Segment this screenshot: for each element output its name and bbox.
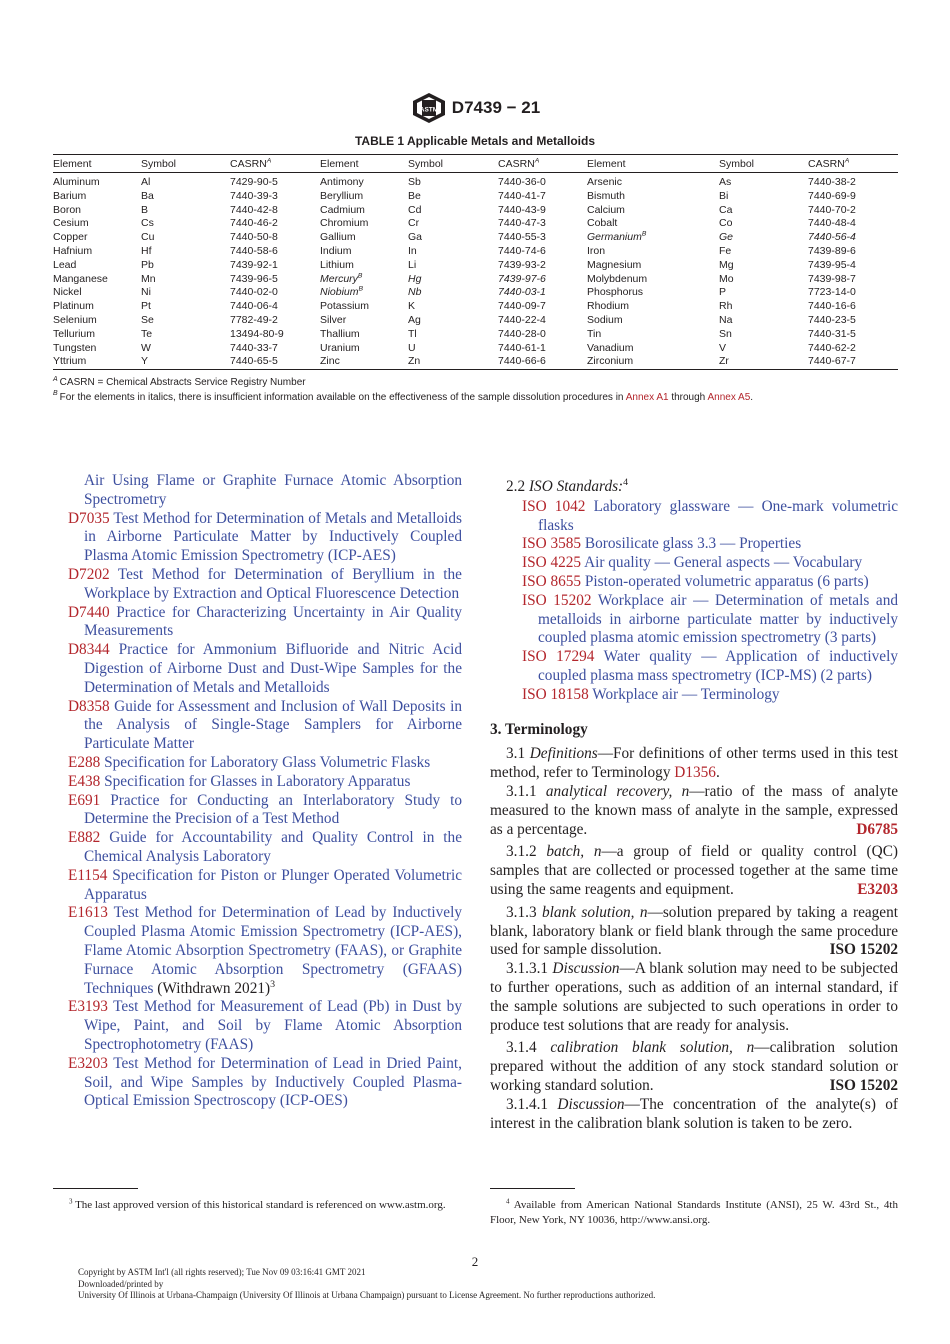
table-cell: Selenium — [53, 313, 97, 326]
table-cell: 7440-47-3 — [498, 217, 546, 230]
table-cell: Pt — [141, 300, 151, 313]
iso-code-link[interactable]: ISO 18158 — [522, 685, 589, 703]
table-cell: 7440-65-5 — [230, 355, 320, 369]
reference-item — [68, 829, 462, 867]
d1356-link[interactable]: D1356 — [674, 764, 716, 782]
table-row — [53, 286, 898, 300]
iso-standard-item — [506, 648, 898, 686]
table-cell: Gallium — [320, 231, 356, 244]
table-cell: 7439-92-1 — [230, 258, 278, 271]
page-header — [0, 92, 950, 124]
table-cell: Al — [141, 176, 151, 188]
iso-code-link[interactable]: ISO 1042 — [522, 497, 586, 515]
table-cell: Arsenic — [587, 176, 623, 188]
reference-code-link[interactable]: E3203 — [68, 1054, 108, 1072]
table-column-header: Symbol — [141, 155, 230, 173]
reference-title-link[interactable]: Test Method for Measurement of Lead (Pb) in Dust by Wipe, Paint, and Soil by Flame Atomic Absorption Spectrophotometry (FAAS) — [84, 998, 462, 1053]
iso-standards-heading: 2.2 ISO Standards:$^4$ — [506, 476, 629, 495]
table-cell: Niobium$^B$ — [320, 285, 364, 299]
source-d6785-link[interactable]: D6785 — [856, 820, 898, 838]
table-cell: Ba — [141, 189, 154, 202]
table-cell: 7440-43-9 — [498, 203, 546, 216]
table-cell: 7440-62-2 — [808, 341, 856, 354]
table-column-header: Symbol — [408, 155, 498, 173]
table-cell: P — [719, 286, 727, 299]
reference-title-link[interactable]: Guide for Accountability and Quality Control in the Chemical Analysis Laboratory — [84, 829, 462, 865]
table-cell: 7440-42-8 — [230, 203, 278, 216]
table-cell: 7440-28-0 — [498, 327, 546, 340]
table-cell: 7439-89-6 — [808, 244, 856, 257]
table-cell: Iron — [587, 244, 606, 257]
table-column-header: Element — [53, 155, 141, 173]
iso-standard-item — [506, 592, 898, 648]
reference-code-link[interactable]: D7202 — [68, 565, 110, 583]
reference-item — [68, 792, 462, 830]
table-note-b: $^B$ For the elements in italics, there is insufficient information available on the effectiveness of the sample dissolution procedures in Annex A1 through Annex A5. — [53, 390, 754, 403]
reference-item — [68, 641, 462, 697]
table-cell: 7440-67-7 — [808, 355, 898, 369]
table-row — [53, 355, 898, 369]
table-column-header: $CASRN^A$ — [808, 155, 898, 173]
table-notes — [53, 376, 913, 405]
page-number: 2 — [471, 1254, 479, 1269]
table-cell: 7440-02-0 — [230, 286, 278, 299]
table-cell: Sb — [408, 176, 421, 188]
table-cell: Lithium — [320, 258, 354, 271]
table-cell: 7440-55-3 — [498, 231, 546, 244]
metals-table — [53, 154, 898, 370]
iso-title-link[interactable]: Borosilicate glass 3.3 — Properties — [584, 535, 802, 553]
reference-item — [68, 472, 462, 510]
table-cell: 7440-41-7 — [498, 189, 546, 202]
reference-item — [68, 566, 462, 604]
table-cell: 7440-66-6 — [498, 355, 587, 369]
table-cell: Zn — [408, 355, 498, 369]
table-cell: 7439-95-4 — [808, 258, 856, 271]
table-cell: Nickel — [53, 286, 82, 299]
footnote-3: $^3$ The last approved version of this historical standard is referenced on www.astm.org. — [69, 1197, 446, 1211]
source-e3203-link[interactable]: E3203 — [857, 880, 898, 898]
table-note-a: $^A$ CASRN = Chemical Abstracts Service Registry Number — [53, 375, 306, 388]
table-column-header: Element — [320, 155, 408, 173]
table-cell: 7440-48-4 — [808, 217, 856, 230]
table-cell: Be — [408, 189, 421, 202]
iso-title-link[interactable]: Air quality — General aspects — Vocabulary — [584, 554, 863, 572]
reference-title-link[interactable]: Specification for Piston or Plunger Operated Volumetric Apparatus — [84, 866, 463, 903]
iso-standard-item — [506, 686, 898, 705]
reference-title-link[interactable]: Test Method for Determination of Lead in Dried Paint, Soil, and Wipe Samples by Inductively Coupled Plasma-Optical Emission Spectroscopy (ICP-OES) — [84, 1054, 462, 1110]
footnote-rule-left — [53, 1188, 138, 1189]
table-cell: Bi — [719, 189, 729, 202]
copyright-notice: Copyright by ASTM Int'l (all rights reserved); Tue Nov 09 03:16:41 GMT 2021 Downloaded/printed by University Of Illinois at Urbana-Champaign (University Of Illinois at Urbana Champaign) pursuant to License Agreement. No further reproductions authorized. — [78, 1267, 656, 1300]
table-cell: Hafnium — [53, 244, 93, 257]
reference-code-link[interactable]: E882 — [68, 829, 101, 847]
iso-code-link[interactable]: ISO 4225 — [522, 554, 582, 572]
reference-code-link[interactable]: E438 — [68, 772, 101, 790]
table-cell: 7440-33-7 — [230, 341, 278, 354]
definition-batch: 3.1.2 batch, n—a group of field or quality control (QC) samples that are collected or processed together at the same time using the same reagents and equipment. E3203 — [490, 843, 898, 898]
reference-code-link[interactable]: E288 — [68, 753, 101, 771]
withdrawn-note: (Withdrawn 2021) — [153, 979, 271, 997]
table-cell: 7440-38-2 — [808, 176, 856, 188]
table-cell: Barium — [53, 189, 87, 202]
reference-code-link[interactable]: D7440 — [68, 603, 110, 621]
reference-title-link[interactable]: Practice for Characterizing Uncertainty in Air Quality Measurements — [84, 603, 463, 640]
reference-title-link[interactable]: Air Using Flame or Graphite Furnace Atomic Absorption Spectrometry — [84, 472, 462, 508]
table-cell: As — [719, 176, 732, 188]
table-cell: Beryllium — [320, 189, 364, 202]
table-row — [53, 328, 898, 342]
iso-code-link[interactable]: ISO 8655 — [522, 572, 582, 590]
reference-code-link[interactable]: E3193 — [68, 998, 108, 1016]
iso-title-link[interactable]: Laboratory glassware — One-mark volumetric flasks — [538, 497, 899, 534]
definition-blank-solution: 3.1.3 blank solution, n—solution prepared by taking a reagent blank, laboratory blank or field blank through the same procedure used for sample dissolution. ISO 15202 — [490, 903, 898, 959]
iso-standard-item — [506, 498, 898, 536]
reference-title-link[interactable]: Test Method for Determination of Metals and Metalloids in Airborne Particulate Matter by Inductively Coupled Plasma Atomic Emission Spectrometry (ICP-AES) — [84, 509, 462, 565]
table-cell: Hf — [141, 244, 152, 257]
table-row — [53, 173, 898, 190]
document-designation: D7439 − 21 — [451, 98, 541, 117]
annex-a1-link[interactable]: Annex A1 — [625, 391, 669, 403]
table-cell: 7782-49-2 — [230, 313, 278, 326]
table-cell: 7439-97-6 — [498, 272, 546, 285]
footnote-rule-right — [490, 1188, 575, 1189]
table-cell: 7440-61-1 — [498, 341, 546, 354]
discussion-blank-solution: 3.1.3.1 Discussion—A blank solution may need to be subjected to further operations, such as addition of an internal standard, if the sample solutions are subjected to such operations in order to produce test solutions that are ready for analysis. — [490, 960, 898, 1034]
definition-3-1: 3.1 Definitions—For definitions of other terms used in this test method, refer to Terminology D1356. — [490, 745, 898, 782]
reference-code-link[interactable]: D7035 — [68, 509, 110, 527]
table-cell: U — [408, 341, 416, 354]
table-column-header: $CASRN^A$ — [230, 155, 320, 173]
table-cell: Cr — [408, 217, 420, 230]
table-cell: Mo — [719, 272, 734, 285]
table-cell: Tellurium — [53, 327, 96, 340]
table-cell: Nb — [408, 286, 422, 299]
table-cell: Cs — [141, 217, 154, 230]
iso-standards-list — [490, 498, 898, 705]
table-row — [53, 314, 898, 328]
table-cell: Tin — [587, 327, 602, 340]
table-cell: 7439-98-7 — [808, 272, 856, 285]
table-cell: Mercury$^B$ — [320, 272, 363, 285]
table-cell: Rh — [719, 300, 733, 313]
table-cell: Chromium — [320, 217, 369, 230]
table-cell: Cd — [408, 203, 422, 216]
table-cell: Zirconium — [587, 355, 719, 369]
footnote-4: $^4$ Available from American National Standards Institute (ANSI), 25 W. 43rd St., 4th Floor, New York, NY 10036, http://www.ansi.org. — [490, 1197, 898, 1226]
reference-item — [68, 867, 462, 905]
table-cell: 7429-90-5 — [230, 176, 278, 188]
reference-title-link[interactable]: Guide for Assessment and Inclusion of Wall Deposits in the Analysis of Single-Stage Samplers for Airborne Particulate Matter — [84, 697, 462, 753]
table-cell: 7440-06-4 — [230, 300, 278, 313]
table-cell: Cobalt — [587, 217, 618, 230]
table-row — [53, 342, 898, 356]
reference-code-link[interactable]: D8344 — [68, 641, 110, 659]
iso-standard-item — [506, 535, 898, 554]
table-row — [53, 300, 898, 314]
reference-title-link[interactable]: Practice for Ammonium Bifluoride and Nitric Acid Digestion of Airborne Dust and Dust-Wipe Samples for the Determination of Metals and Metalloids — [84, 641, 462, 696]
iso-code-link[interactable]: ISO 17294 — [522, 648, 595, 666]
source-iso-15202: ISO 15202 — [829, 941, 898, 959]
table-column-header: Symbol — [719, 155, 808, 173]
table-cell: Indium — [320, 244, 352, 257]
table-body — [53, 173, 898, 370]
table-cell: Sodium — [587, 313, 623, 326]
table-cell: Manganese — [53, 272, 108, 285]
right-column — [490, 478, 898, 1133]
table-cell: Zr — [719, 355, 808, 369]
table-cell: Cesium — [53, 217, 89, 230]
source-iso-15202-b: ISO 15202 — [829, 1076, 898, 1094]
table-cell: Ca — [719, 203, 733, 216]
definition-calibration-blank-solution: 3.1.4 calibration blank solution, n—calibration solution prepared without the addition of any stock standard solution or working standard solution. ISO 15202 — [490, 1039, 898, 1094]
table-cell: 13494-80-9 — [230, 327, 284, 340]
table-cell: Boron — [53, 203, 82, 216]
table-row — [53, 190, 898, 204]
table-row — [53, 273, 898, 287]
table-cell: Tungsten — [53, 341, 97, 354]
reference-item: E1613 Test Method for Determination of Lead by Inductively Coupled Plasma Atomic Emission Spectrometry (ICP-AES), Flame Atomic Absorption Spectrometry (FAAS), or Graphite Furnace Atomic Absorption Spectrometry (GFAAS) Techniques (Withdrawn 2021)$^3$ — [68, 904, 462, 997]
table-cell: Vanadium — [587, 341, 634, 354]
table-cell: Phosphorus — [587, 286, 644, 299]
table-cell: Cadmium — [320, 203, 365, 216]
iso-title-link[interactable]: Water quality — Application of inductively coupled plasma mass spectrometry (ICP-MS) (2 parts) — [538, 648, 898, 684]
table-cell: Li — [408, 258, 417, 271]
annex-a5-link[interactable]: Annex A5 — [707, 391, 751, 403]
table-cell: Fe — [719, 244, 732, 257]
table-row — [53, 245, 898, 259]
table-cell: 7723-14-0 — [808, 286, 856, 299]
table-cell: Bismuth — [587, 189, 625, 202]
table-row — [53, 259, 898, 273]
table-column-header: Element — [587, 155, 719, 173]
reference-code-link[interactable]: E1613 — [68, 904, 108, 922]
reference-code-link[interactable]: D8358 — [68, 697, 110, 715]
table-cell: Calcium — [587, 203, 625, 216]
table-row — [53, 204, 898, 218]
table-cell: 7440-69-9 — [808, 189, 856, 202]
table-cell: Germanium$^B$ — [587, 230, 647, 244]
iso-standard-item — [506, 554, 898, 573]
table-cell: Silver — [320, 313, 347, 326]
reference-item — [68, 510, 462, 566]
table-cell: Rhodium — [587, 300, 630, 313]
table-cell: 7440-50-8 — [230, 231, 278, 244]
table-cell: Te — [141, 327, 153, 340]
iso-title-link[interactable]: Piston-operated volumetric apparatus (6 parts) — [584, 572, 869, 590]
reference-code-link[interactable]: E1154 — [68, 866, 108, 884]
table-cell: 7440-46-2 — [230, 217, 278, 230]
table-title: TABLE 1 Applicable Metals and Metalloids — [354, 134, 596, 148]
table-cell: Se — [141, 313, 154, 326]
table-cell: W — [141, 341, 151, 354]
table-row — [53, 217, 898, 231]
table-cell: 7440-03-1 — [498, 286, 546, 299]
table-cell: Ge — [719, 231, 734, 244]
table-cell: 7440-09-7 — [498, 300, 546, 313]
table-cell: Antimony — [320, 176, 364, 188]
table-cell: 7440-22-4 — [498, 313, 546, 326]
reference-title-link[interactable]: Test Method for Determination of Beryllium in the Workplace by Extraction and Optical Fluorescence Detection — [84, 565, 462, 602]
astm-logo-icon — [410, 92, 448, 124]
table-cell: Potassium — [320, 300, 370, 313]
table-cell: 7440-36-0 — [498, 176, 546, 188]
table-cell: 7440-16-6 — [808, 300, 856, 313]
discussion-calibration-blank: 3.1.4.1 Discussion—The concentration of the analyte(s) of interest in the calibration blank solution is taken to be zero. — [490, 1095, 898, 1132]
table-cell: 7440-70-2 — [808, 203, 856, 216]
iso-code-link[interactable]: ISO 3585 — [522, 535, 582, 553]
table-cell: Copper — [53, 231, 88, 244]
table-cell: Mg — [719, 258, 734, 271]
table-cell: V — [719, 341, 727, 354]
table-row — [53, 231, 898, 245]
table-cell: Magnesium — [587, 258, 642, 271]
table-cell: 7440-39-3 — [230, 189, 278, 202]
reference-item — [68, 1055, 462, 1111]
definition-analytical-recovery: 3.1.1 analytical recovery, n—ratio of the mass of analyte measured to the known mass of analyte in the sample, expressed as a percentage. D6785 — [490, 782, 899, 838]
table-cell: Lead — [53, 258, 77, 271]
table-cell: 7440-23-5 — [808, 313, 856, 326]
table-cell: Molybdenum — [587, 272, 648, 285]
table-cell: Yttrium — [53, 355, 141, 369]
table-cell: Zinc — [320, 355, 408, 369]
table-cell: 7439-93-2 — [498, 258, 546, 271]
iso-title-link[interactable]: Workplace air — Terminology — [592, 685, 780, 703]
table-cell: Hg — [408, 272, 422, 285]
table-cell: Cu — [141, 231, 155, 244]
reference-item — [68, 998, 462, 1054]
table-cell: 7439-96-5 — [230, 272, 278, 285]
reference-item — [68, 698, 462, 754]
table-cell: Sn — [719, 327, 732, 340]
table-cell: Co — [719, 217, 733, 230]
table-cell: Aluminum — [53, 176, 100, 188]
reference-title-link[interactable]: Specification for Glasses in Laboratory Apparatus — [104, 772, 411, 790]
table-cell: B — [141, 203, 149, 216]
table-cell: 7440-31-5 — [808, 327, 856, 340]
table-cell: Uranium — [320, 341, 360, 354]
table-cell: Y — [141, 355, 230, 369]
table-cell: In — [408, 244, 417, 257]
reference-title-link[interactable]: Practice for Conducting an Interlaboratory Study to Determine the Precision of a Test Method — [84, 791, 462, 828]
iso-code-link[interactable]: ISO 15202 — [522, 591, 592, 609]
table-cell: Platinum — [53, 300, 94, 313]
reference-code-link[interactable]: E691 — [68, 791, 101, 809]
referenced-documents-list — [68, 472, 462, 1111]
reference-item — [68, 754, 462, 773]
table-cell: 7440-74-6 — [498, 244, 546, 257]
table-cell: Mn — [141, 272, 156, 285]
table-cell: Ga — [408, 231, 423, 244]
reference-item — [68, 604, 462, 642]
table-cell: Pb — [141, 258, 154, 271]
reference-title-link[interactable]: Specification for Laboratory Glass Volumetric Flasks — [104, 753, 431, 771]
table-cell: Ni — [141, 286, 151, 299]
table-cell: Na — [719, 313, 733, 326]
iso-standard-item — [506, 573, 898, 592]
table-cell: Ag — [408, 313, 421, 326]
table-header-row — [53, 155, 898, 173]
table-cell: 7440-58-6 — [230, 244, 278, 257]
terminology-heading: 3. Terminology — [490, 720, 588, 738]
reference-title-link[interactable]: Test Method for Determination of Lead by Inductively Coupled Plasma Atomic Emission Spectrometry (ICP-AES), Flame Atomic Absorption Spectrometry (FAAS), or Graphite Furnace Atomic Absorption Spectrometry (GFAAS) Techniques — [84, 904, 462, 997]
table-cell: K — [408, 300, 416, 313]
table-column-header: $CASRN^A$ — [498, 155, 587, 173]
astm-logo-text: ASTM — [419, 106, 439, 114]
reference-item — [68, 773, 462, 792]
iso-title-link[interactable]: Workplace air — Determination of metals and metalloids in airborne particulate matter by inductively coupled plasma atomic emission spectrometry (3 parts) — [538, 591, 898, 647]
table-cell: 7440-56-4 — [808, 231, 856, 244]
table-cell: Tl — [408, 327, 417, 340]
table-cell: Thallium — [320, 327, 360, 340]
